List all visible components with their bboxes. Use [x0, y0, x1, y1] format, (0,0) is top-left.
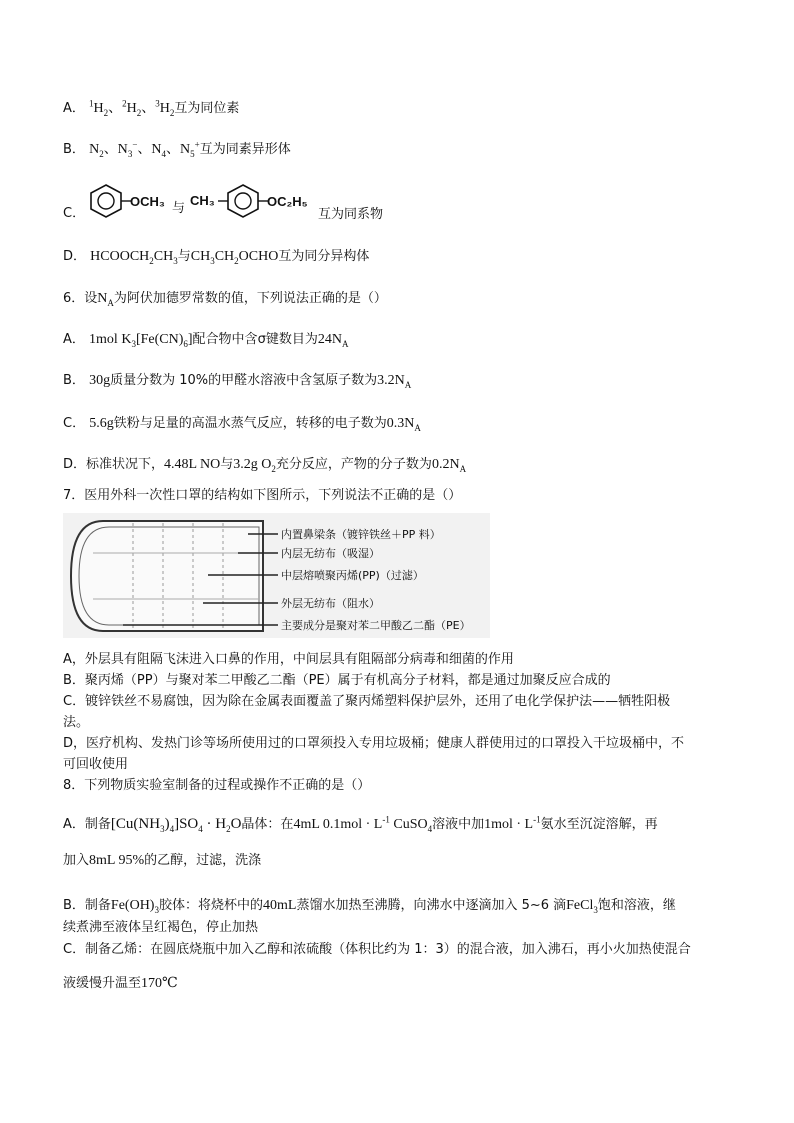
- value-mass: 30g: [89, 373, 111, 388]
- formula-copper-ammine-sulfate: $[Cu(NH_3)_4]SO_4 \cdot H_2O$: [110, 816, 242, 834]
- option-label: A．制备: [63, 817, 111, 832]
- option-label: C．: [63, 416, 86, 431]
- mask-structure-figure: [63, 513, 490, 638]
- formula-na: $N_A$: [97, 291, 114, 308]
- option-label: C．: [63, 206, 86, 221]
- sigma-symbol: σ: [257, 332, 266, 347]
- q7-option-b: B．聚丙烯（PP）与聚对苯二甲酸乙二酯（PE）属于有机高分子材料，都是通过加聚反应合成的: [63, 673, 611, 688]
- option-label: D．标准状况下，: [63, 457, 165, 472]
- q6-option-d: [63, 456, 466, 474]
- value-temperature: 170℃: [141, 976, 178, 991]
- q6-stem: [63, 290, 387, 308]
- value-o2: 3.2g $O_2$: [233, 457, 276, 474]
- connector-text: 与: [177, 249, 191, 264]
- option-text: 溶液中加: [432, 817, 485, 832]
- option-text: 液缓慢升温至: [63, 976, 142, 991]
- option-text: 互为同位素: [174, 101, 240, 116]
- value-volume: 4.48L NO: [164, 457, 221, 472]
- option-text: 加入: [63, 853, 90, 868]
- figure-label-nose-wire: 内置鼻梁条（镀锌铁丝＋PP 料）: [281, 528, 441, 541]
- option-text: 配合物中含: [192, 332, 258, 347]
- value-mass: 5.6g: [89, 416, 114, 431]
- option-text: 互为同分异构体: [278, 249, 370, 264]
- svg-text:与: 与: [172, 201, 186, 216]
- figure-label-outer-layer: 外层无纺布（阻水）: [281, 597, 380, 610]
- option-text: 质量分数为 10%的甲醛水溶液中含氢原子数为: [110, 373, 378, 388]
- formula-hydrogen-isotopes: $^1H_2$、$^2H_2$、$^3H_2$: [89, 98, 175, 118]
- option-text: 氨水至沉淀溶解，再: [540, 817, 658, 832]
- option-label: B．: [63, 373, 85, 388]
- q7-option-c-line2: 法。: [63, 715, 90, 730]
- option-text: 充分反应，产物的分子数为: [275, 457, 432, 472]
- option-text: 饱和溶液，继: [597, 898, 676, 913]
- benzene-ring-icon: [91, 185, 121, 217]
- value-03na: $0.3N_A$: [386, 416, 421, 433]
- q7-option-d-line2: 可回收使用: [63, 757, 129, 772]
- option-text: 互为同素异形体: [199, 142, 291, 157]
- option-text: 蒸馏水加热至沸腾，向沸水中逐滴加入 5~6 滴: [296, 898, 567, 913]
- q7-option-a: A，外层具有阻隔飞沫进入口鼻的作用，中间层具有阻隔部分病毒和细菌的作用: [63, 652, 514, 667]
- q8-stem: 8．下列物质实验室制备的过程或操作不正确的是（）: [63, 778, 371, 793]
- formula-ferric-chloride: FeCl$_3$: [566, 898, 598, 915]
- formula-propyl-formate: $CH_3CH_2OCHO$: [190, 249, 279, 266]
- value-32na: $3.2N_A$: [377, 373, 412, 390]
- stem-text: 为阿伏加德罗常数的值，下列说法正确的是（）: [113, 291, 387, 306]
- svg-text:OC₂H₅: OC₂H₅: [267, 194, 308, 209]
- benzene-ring-icon: [228, 185, 258, 217]
- option-text: 的乙醇，过滤，洗涤: [144, 853, 262, 868]
- formula-ferric-hydroxide: $Fe(OH)_3$: [110, 898, 159, 915]
- option-label: B．制备: [63, 898, 111, 913]
- q7-stem: 7．医用外科一次性口罩的结构如下图所示，下列说法不正确的是（）: [63, 488, 462, 503]
- value-02na: $0.2N_A$: [431, 457, 467, 474]
- q8-option-b-line1: [63, 897, 676, 915]
- option-label: B．: [63, 142, 85, 157]
- value-volume-conc: 4mL $0.1mol \cdot L^{-1}$ CuSO$_4$: [293, 814, 433, 834]
- structure-formulas: [88, 182, 338, 220]
- formula-nitrogen-species: $N_2$、$N_3^-$、$N_4$、$N_5^+$: [89, 139, 200, 159]
- q6-option-c: [63, 415, 421, 433]
- q8-option-a-line1: [63, 815, 658, 834]
- stem-prefix: 6．设: [63, 291, 98, 306]
- connector-text: 与: [220, 457, 234, 472]
- q6-option-b: [63, 372, 411, 390]
- q5-option-b: [63, 141, 291, 159]
- mask-diagram: [63, 513, 490, 638]
- option-text: 键数目为: [265, 332, 318, 347]
- value-24na: $24N_A$: [317, 332, 349, 349]
- figure-label-inner-layer: 内层无纺布（吸湿）: [281, 547, 380, 560]
- svg-text:OCH₃: OCH₃: [130, 194, 165, 209]
- q5-option-c: [63, 205, 85, 223]
- q5-option-d: [63, 248, 369, 266]
- figure-label-middle-layer: 中层熔喷聚丙烯(PP)（过滤）: [281, 569, 424, 582]
- option-label: D．: [63, 249, 87, 264]
- q8-option-c-line1: C．制备乙烯：在圆底烧瓶中加入乙醇和浓硫酸（体积比约为 1：3）的混合液，加入沸石，再小火加热使混合: [63, 942, 691, 957]
- q5-option-c-tail: 互为同系物: [318, 207, 384, 222]
- q5-option-a: [63, 100, 239, 118]
- option-text: 铁粉与足量的高温水蒸气反应，转移的电子数为: [113, 416, 387, 431]
- option-label: A．: [63, 101, 85, 116]
- option-label: A．: [63, 332, 85, 347]
- option-text: 晶体：在: [241, 817, 294, 832]
- q8-option-a-line2: [63, 852, 261, 870]
- q7-option-c-line1: C．镀锌铁丝不易腐蚀，因为除在金属表面覆盖了聚丙烯塑料保护层外，还用了电化学保护法——牺牲阳极: [63, 694, 671, 709]
- q6-option-a: [63, 331, 348, 349]
- value-ammonia-conc: $1mol \cdot L^{-1}$: [484, 814, 541, 832]
- value-ethanol: 8mL 95%: [89, 853, 145, 868]
- value-water-volume: 40mL: [262, 898, 297, 913]
- formula-ethyl-formate: $HCOOCH_2CH_3$: [90, 249, 178, 266]
- q7-option-d-line1: D，医疗机构、发热门诊等场所使用过的口罩须投入专用垃圾桶；健康人群使用过的口罩投入干垃圾桶中，不: [63, 736, 685, 751]
- q8-option-c-line2: [63, 975, 178, 993]
- figure-label-main-component: 主要成分是聚对苯二甲酸乙二酯（PE）: [281, 619, 471, 632]
- q8-option-b-line2: 续煮沸至液体呈红褐色，停止加热: [63, 920, 259, 935]
- svg-text:CH₃: CH₃: [190, 193, 215, 208]
- formula-k3fecn6: 1mol $K_3[Fe(CN)_6]$: [89, 332, 193, 349]
- option-text: 胶体：将烧杯中的: [158, 898, 263, 913]
